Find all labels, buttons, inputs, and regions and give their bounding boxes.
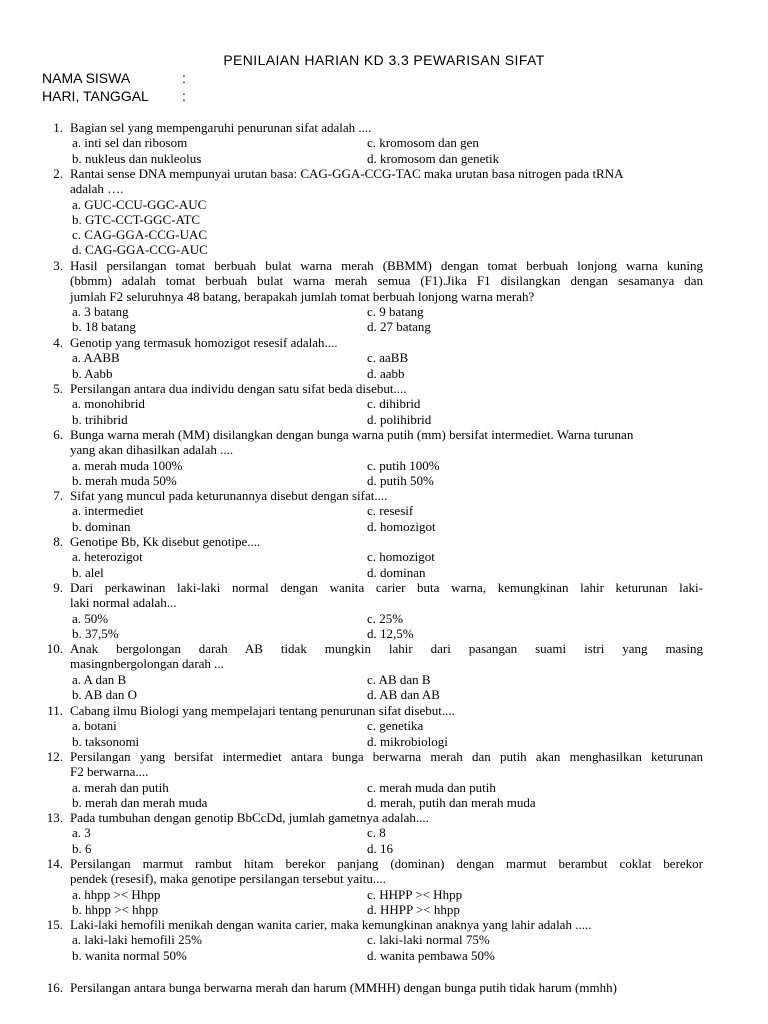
question-number: 6.: [53, 427, 63, 442]
question-text: Genotip yang termasuk homozigot resesif adalah....: [70, 335, 338, 350]
question-number: 1.: [53, 120, 63, 135]
question-stem-line: [0, 289, 768, 304]
question-stem-line: [0, 749, 768, 764]
option-row: [0, 902, 768, 917]
question-stem-line: [0, 488, 768, 503]
question-number: 13.: [46, 810, 63, 825]
question-text: Persilangan yang bersifat intermediet antara bunga berwarna merah dan putih akan menghasilkan keturunan: [70, 749, 703, 764]
option-row: [0, 565, 768, 580]
answer-option: b. nukleus dan nukleolus: [72, 150, 202, 166]
answer-option: c. CAG-GGA-CCG-UAC: [72, 227, 208, 243]
answer-option: c. HHPP >< Hhpp: [367, 886, 463, 902]
question-text: Pada tumbuhan dengan genotip BbCcDd, jumlah gametnya adalah....: [70, 810, 429, 825]
answer-option: a. AABB: [72, 350, 120, 366]
question-5: [0, 381, 768, 427]
question-text: adalah ….: [70, 181, 124, 197]
answer-option: a. botani: [72, 718, 117, 734]
question-text: Laki-laki hemofili menikah dengan wanita carier, maka kemungkinan anaknya yang lahir adalah .....: [70, 917, 592, 932]
answer-option: c. AB dan B: [367, 671, 431, 687]
question-stem-line: [0, 703, 768, 718]
question-8: [0, 534, 768, 580]
answer-option: a. GUC-CCU-GGC-AUC: [72, 196, 207, 212]
question-text: Rantai sense DNA mempunyai urutan basa: CAG-GGA-CCG-TAC maka urutan basa nitrogen pada tRNA: [70, 166, 624, 181]
question-number: 5.: [53, 381, 63, 396]
option-row: [0, 549, 768, 564]
option-row: [0, 503, 768, 518]
option-row: [0, 151, 768, 166]
option-row: [0, 734, 768, 749]
answer-option: d. 12,5%: [367, 625, 414, 641]
question-number: 11.: [47, 703, 63, 718]
question-7: [0, 488, 768, 534]
question-stem-line: [0, 764, 768, 779]
option-row: [0, 611, 768, 626]
question-stem-line: [0, 181, 768, 196]
question-stem-line: [0, 335, 768, 350]
option-row: [0, 780, 768, 795]
answer-option: c. 25%: [367, 610, 404, 626]
answer-option: d. wanita pembawa 50%: [367, 947, 495, 963]
option-row: [0, 473, 768, 488]
answer-option: c. kromosom dan gen: [367, 135, 479, 151]
answer-option: a. A dan B: [72, 671, 127, 687]
question-13: [0, 810, 768, 856]
question-number: 3.: [53, 258, 63, 273]
question-text: Sifat yang muncul pada keturunannya disebut dengan sifat....: [70, 488, 388, 503]
option-row: [0, 212, 768, 227]
question-text: Bunga warna merah (MM) disilangkan dengan bunga warna putih (mm) bersifat intermediet. Warna turunan: [70, 427, 634, 442]
question-text: F2 berwarna....: [70, 764, 149, 780]
answer-option: d. HHPP >< hhpp: [367, 901, 460, 917]
question-stem-line: [0, 580, 768, 595]
question-number: 16.: [46, 980, 63, 995]
question-number: 10.: [46, 641, 63, 656]
student-name-colon: :: [182, 70, 186, 86]
question-15: [0, 917, 768, 963]
answer-option: c. dihibrid: [367, 396, 421, 412]
question-stem-line: [0, 595, 768, 610]
option-row: [0, 197, 768, 212]
question-text: Dari perkawinan laki-laki normal dengan wanita carier buta warna, kemungkinan lahir keturunan laki-: [70, 580, 703, 595]
page-title: PENILAIAN HARIAN KD 3.3 PEWARISAN SIFAT: [223, 52, 545, 68]
question-stem-line: [0, 427, 768, 442]
answer-option: b. AB dan O: [72, 686, 137, 702]
question-number: 14.: [46, 856, 63, 871]
question-3: [0, 258, 768, 334]
answer-option: b. taksonomi: [72, 733, 140, 749]
answer-option: a. inti sel dan ribosom: [72, 135, 188, 151]
question-text: yang akan dihasilkan adalah ....: [70, 442, 234, 458]
question-number: 9.: [53, 580, 63, 595]
answer-option: c. laki-laki normal 75%: [367, 932, 490, 948]
option-row: [0, 795, 768, 810]
answer-option: c. genetika: [367, 718, 424, 734]
question-text: pendek (resesif), maka genotipe persilangan tersebut yaitu....: [70, 871, 386, 887]
answer-option: d. mikrobiologi: [367, 733, 448, 749]
question-text: Genotipe Bb, Kk disebut genotipe....: [70, 534, 261, 549]
option-row: [0, 412, 768, 427]
option-row: [0, 841, 768, 856]
question-text: masingnbergolongan darah ...: [70, 656, 224, 672]
answer-option: a. hhpp >< Hhpp: [72, 886, 161, 902]
answer-option: b. merah muda 50%: [72, 472, 177, 488]
date-row: [42, 88, 186, 104]
answer-option: d. putih 50%: [367, 472, 434, 488]
answer-option: b. 6: [72, 840, 92, 856]
question-text: Cabang ilmu Biologi yang mempelajari tentang penurunan sifat disebut....: [70, 703, 455, 718]
answer-option: d. 16: [367, 840, 393, 856]
question-stem-line: [0, 166, 768, 181]
answer-option: b. 37,5%: [72, 625, 119, 641]
student-name-label: NAMA SISWA: [42, 70, 131, 86]
question-stem-line: [0, 641, 768, 656]
question-stem-line: [0, 810, 768, 825]
question-number: 8.: [53, 534, 63, 549]
question-stem-line: [0, 856, 768, 871]
question-stem-line: [0, 980, 768, 995]
answer-option: b. GTC-CCT-GGC-ATC: [72, 211, 201, 227]
question-stem-line: [0, 381, 768, 396]
answer-option: b. hhpp >< hhpp: [72, 901, 159, 917]
question-11: [0, 703, 768, 749]
answer-option: d. merah, putih dan merah muda: [367, 794, 536, 810]
answer-option: b. 18 batang: [72, 319, 136, 335]
option-row: [0, 396, 768, 411]
question-number: 4.: [53, 335, 63, 350]
question-stem-line: [0, 656, 768, 671]
question-number: 12.: [46, 749, 63, 764]
option-row: [0, 304, 768, 319]
answer-option: d. 27 batang: [367, 319, 431, 335]
answer-option: a. merah muda 100%: [72, 457, 183, 473]
option-row: [0, 135, 768, 150]
option-row: [0, 687, 768, 702]
answer-option: b. trihibrid: [72, 411, 128, 427]
question-text: Bagian sel yang mempengaruhi penurunan sifat adalah ....: [70, 120, 372, 135]
answer-option: a. heterozigot: [72, 549, 143, 565]
answer-option: a. merah dan putih: [72, 779, 169, 795]
answer-option: d. polihibrid: [367, 411, 432, 427]
answer-option: c. 8: [367, 825, 386, 841]
answer-option: c. putih 100%: [367, 457, 440, 473]
answer-option: d. kromosom dan genetik: [367, 150, 500, 166]
option-row: [0, 319, 768, 334]
question-text: Persilangan antara dua individu dengan satu sifat beda disebut....: [70, 381, 407, 396]
option-row: [0, 825, 768, 840]
option-row: [0, 932, 768, 947]
option-row: [0, 718, 768, 733]
question-12: [0, 749, 768, 810]
question-stem-line: [0, 273, 768, 288]
answer-option: d. aabb: [367, 365, 405, 381]
question-number: 7.: [53, 488, 63, 503]
option-row: [0, 948, 768, 963]
answer-option: b. alel: [72, 564, 104, 580]
answer-option: b. Aabb: [72, 365, 113, 381]
option-row: [0, 519, 768, 534]
question-text: Anak bergolongan darah AB tidak mungkin lahir dari pasangan suami istri yang masing: [70, 641, 703, 656]
option-row: [0, 626, 768, 641]
date-colon: :: [182, 88, 186, 104]
question-6: [0, 427, 768, 488]
question-stem-line: [0, 442, 768, 457]
answer-option: b. wanita normal 50%: [72, 947, 187, 963]
question-text: Persilangan marmut rambut hitam berekor panjang (dominan) dengan marmut berambut coklat berekor: [70, 856, 703, 871]
option-row: [0, 887, 768, 902]
answer-option: c. homozigot: [367, 549, 435, 565]
question-text: (bbmm) adalah tomat berbuah bulat warna merah semua (F1).Jika F1 disilangkan dengan sesamanya dan: [70, 273, 703, 289]
question-stem-line: [0, 258, 768, 273]
answer-option: d. AB dan AB: [367, 686, 440, 702]
question-stem-line: [0, 120, 768, 135]
answer-option: c. 9 batang: [367, 303, 424, 319]
student-name-row: [42, 70, 186, 86]
option-row: [0, 242, 768, 257]
question-text: Persilangan antara bunga berwarna merah dan harum (MMHH) dengan bunga putih tidak harum (mmhh): [70, 980, 617, 995]
question-14: [0, 856, 768, 917]
question-stem-line: [0, 917, 768, 932]
question-text: laki normal adalah...: [70, 595, 177, 611]
answer-option: d. CAG-GGA-CCG-AUC: [72, 242, 208, 258]
question-4: [0, 335, 768, 381]
option-row: [0, 458, 768, 473]
answer-option: d. homozigot: [367, 518, 436, 534]
option-row: [0, 350, 768, 365]
answer-option: c. merah muda dan putih: [367, 779, 496, 795]
answer-option: a. monohibrid: [72, 396, 145, 412]
question-2: [0, 166, 768, 258]
answer-option: a. intermediet: [72, 503, 144, 519]
answer-option: b. merah dan merah muda: [72, 794, 208, 810]
option-row: [0, 366, 768, 381]
question-number: 2.: [53, 166, 63, 181]
question-10: [0, 641, 768, 702]
question-text: jumlah F2 seluruhnya 48 batang, berapakah jumlah tomat berbuah lonjong warna merah?: [70, 288, 535, 304]
question-stem-line: [0, 871, 768, 886]
answer-option: a. 3 batang: [72, 303, 129, 319]
answer-option: a. 3: [72, 825, 91, 841]
answer-option: a. 50%: [72, 610, 109, 626]
option-row: [0, 672, 768, 687]
question-16: [0, 980, 768, 995]
question-stem-line: [0, 534, 768, 549]
answer-option: b. dominan: [72, 518, 131, 534]
option-row: [0, 227, 768, 242]
question-9: [0, 580, 768, 641]
answer-option: c. resesif: [367, 503, 414, 519]
question-number: 15.: [46, 917, 63, 932]
answer-option: d. dominan: [367, 564, 426, 580]
answer-option: c. aaBB: [367, 350, 409, 366]
date-label: HARI, TANGGAL: [42, 88, 149, 104]
question-1: [0, 120, 768, 166]
question-text: Hasil persilangan tomat berbuah bulat warna merah (BBMM) dengan tomat berbuah lonjong warna kuning: [70, 258, 703, 273]
answer-option: a. laki-laki hemofili 25%: [72, 932, 202, 948]
